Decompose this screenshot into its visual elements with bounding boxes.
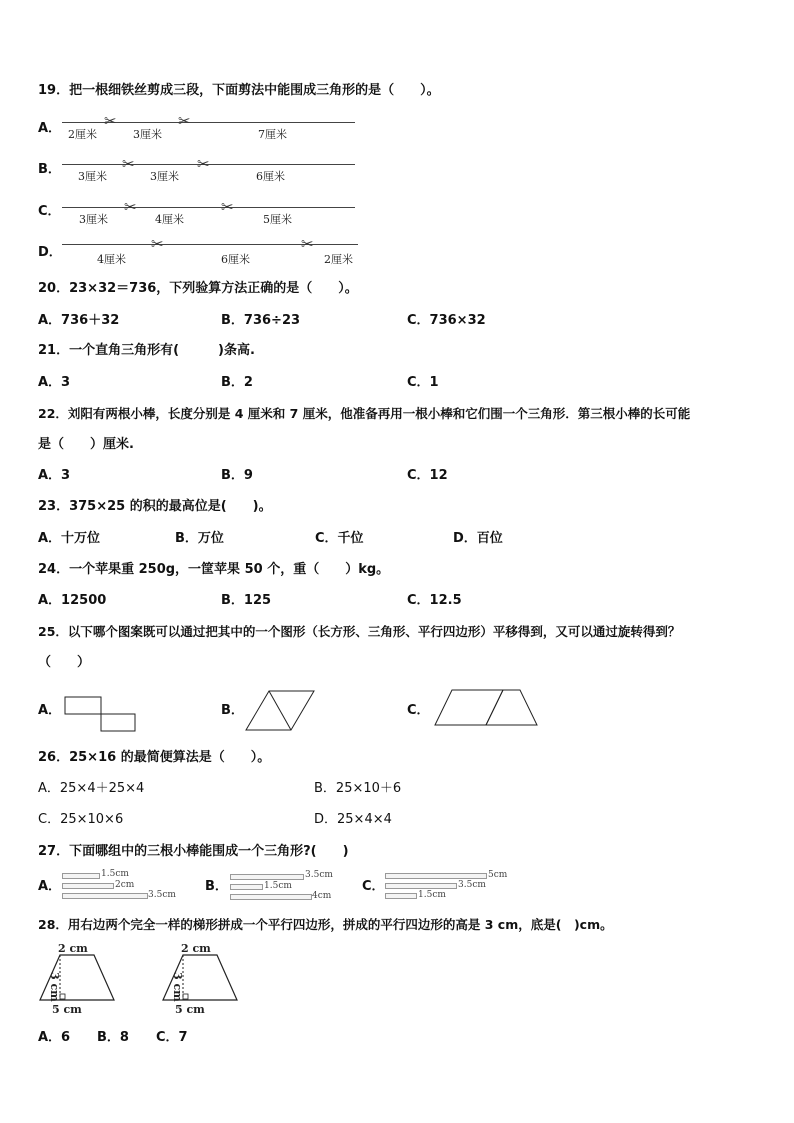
scissors-icon: ✂	[178, 112, 191, 130]
scissors-icon: ✂	[221, 198, 234, 216]
q27-b-stick1-label: 3.5cm	[305, 870, 333, 880]
q21-option-a[interactable]: A．3	[38, 375, 71, 390]
q24-option-c[interactable]: C．12.5	[407, 593, 462, 608]
q26-option-d[interactable]: D．25×4×4	[314, 812, 392, 827]
q22-option-a[interactable]: A．3	[38, 468, 71, 483]
scissors-icon: ✂	[124, 198, 137, 216]
q28-option-a[interactable]: A．6	[38, 1030, 71, 1045]
q28-trapezoid1-bottom-label: 5 cm	[52, 1003, 82, 1016]
q26-option-b[interactable]: B．25×10＋6	[314, 781, 402, 796]
q27-option-a-label[interactable]: A．	[38, 879, 62, 894]
q20-stem: 20．23×32＝736，下列验算方法正确的是（ ）。	[38, 281, 358, 296]
q27-c-stick1-label: 5cm	[488, 870, 508, 880]
q27-a-stick3	[62, 893, 148, 899]
q25-stem-line2: （ ）	[38, 655, 91, 670]
q28-stem: 28．用右边两个完全一样的梯形拼成一个平行四边形，拼成的平行四边形的高是 3 cm，底是( )cm。	[38, 917, 613, 932]
q19-c-seg1: 3厘米	[79, 213, 108, 226]
q27-c-stick2	[385, 883, 457, 889]
q22-option-b[interactable]: B．9	[221, 468, 253, 483]
q27-a-stick1	[62, 873, 100, 879]
q20-option-b[interactable]: B．736÷23	[221, 313, 301, 328]
q28-trapezoid2-height-label: 3 cm	[171, 972, 184, 1002]
q26-option-a[interactable]: A．25×4＋25×4	[38, 781, 145, 796]
q27-c-stick3-label: 1.5cm	[418, 890, 446, 900]
q19-a-seg1: 2厘米	[68, 128, 97, 141]
scissors-icon: ✂	[151, 235, 164, 253]
q27-b-stick3	[230, 894, 312, 900]
q27-option-b-label[interactable]: B．	[205, 879, 228, 894]
q28-trapezoid2-top-label: 2 cm	[181, 942, 211, 955]
q19-a-seg2: 3厘米	[133, 128, 162, 141]
q27-b-stick2-label: 1.5cm	[264, 881, 292, 891]
q20-option-c[interactable]: C．736×32	[407, 313, 486, 328]
q27-c-stick1	[385, 873, 487, 879]
q27-a-stick2-label: 2cm	[115, 880, 135, 890]
q23-option-b[interactable]: B．万位	[175, 531, 224, 546]
q25-option-c-label[interactable]: C．	[407, 703, 430, 718]
scissors-icon: ✂	[104, 112, 117, 130]
q24-stem: 24．一个苹果重 250g，一筐苹果 50 个，重（ ）kg。	[38, 562, 390, 577]
q20-option-a[interactable]: A．736＋32	[38, 313, 120, 328]
q19-option-d-label[interactable]: D．	[38, 245, 62, 260]
q23-option-c[interactable]: C．千位	[315, 531, 364, 546]
q27-c-stick3	[385, 893, 417, 899]
q26-stem: 26．25×16 的最简便算法是（ ）。	[38, 750, 271, 765]
q25-c-parallelograms-figure	[433, 689, 541, 729]
q27-stem: 27．下面哪组中的三根小棒能围成一个三角形?( )	[38, 844, 349, 859]
q19-b-seg1: 3厘米	[78, 170, 107, 183]
q19-c-seg3: 5厘米	[263, 213, 292, 226]
scissors-icon: ✂	[122, 155, 135, 173]
q27-c-stick2-label: 3.5cm	[458, 880, 486, 890]
q19-a-seg3: 7厘米	[258, 128, 287, 141]
q27-a-stick2	[62, 883, 114, 889]
q27-b-stick1	[230, 874, 304, 880]
q22-stem-line2: 是（ ）厘米.	[38, 437, 134, 452]
q28-trapezoid1-height-label: 3 cm	[48, 972, 61, 1002]
q22-option-c[interactable]: C．12	[407, 468, 448, 483]
q27-b-stick3-label: 4cm	[312, 891, 332, 901]
q19-d-seg2: 6厘米	[221, 253, 250, 266]
q27-a-stick3-label: 3.5cm	[148, 890, 176, 900]
q21-stem: 21．一个直角三角形有( )条高.	[38, 343, 255, 358]
q19-option-c-label[interactable]: C．	[38, 204, 61, 219]
q22-stem-line1: 22．刘阳有两根小棒，长度分别是 4 厘米和 7 厘米，他准备再用一根小棒和它们围一个三角形．第三根小棒的长可能	[38, 406, 691, 421]
q27-a-stick1-label: 1.5cm	[101, 869, 129, 879]
q28-trapezoid1-top-label: 2 cm	[58, 942, 88, 955]
q24-option-a[interactable]: A．12500	[38, 593, 107, 608]
scissors-icon: ✂	[197, 155, 210, 173]
q19-d-wire	[62, 244, 358, 245]
q23-option-a[interactable]: A．十万位	[38, 531, 101, 546]
q19-d-seg1: 4厘米	[97, 253, 126, 266]
q25-a-rectangles-figure	[62, 696, 138, 732]
q19-c-seg2: 4厘米	[155, 213, 184, 226]
q19-b-seg2: 3厘米	[150, 170, 179, 183]
q19-option-a-label[interactable]: A．	[38, 121, 62, 136]
q27-option-c-label[interactable]: C．	[362, 879, 385, 894]
q28-trapezoid2-bottom-label: 5 cm	[175, 1003, 205, 1016]
q25-stem-line1: 25．以下哪个图案既可以通过把其中的一个图形（长方形、三角形、平行四边形）平移得到，又可以通过旋转得到？	[38, 624, 681, 639]
q26-option-c[interactable]: C．25×10×6	[38, 812, 124, 827]
q21-option-b[interactable]: B．2	[221, 375, 253, 390]
q23-option-d[interactable]: D．百位	[453, 531, 503, 546]
q19-option-b-label[interactable]: B．	[38, 162, 61, 177]
q28-option-c[interactable]: C．7	[156, 1030, 188, 1045]
q19-b-seg3: 6厘米	[256, 170, 285, 183]
q27-b-stick2	[230, 884, 263, 890]
q19-d-seg3: 2厘米	[324, 253, 353, 266]
q25-b-triangles-figure	[244, 689, 316, 733]
q25-option-b-label[interactable]: B．	[221, 703, 244, 718]
scissors-icon: ✂	[301, 235, 314, 253]
q23-stem: 23．375×25 的积的最高位是( )。	[38, 499, 272, 514]
q21-option-c[interactable]: C．1	[407, 375, 439, 390]
q28-option-b[interactable]: B．8	[97, 1030, 129, 1045]
q25-option-a-label[interactable]: A．	[38, 703, 62, 718]
q19-stem: 19．把一根细铁丝剪成三段，下面剪法中能围成三角形的是（ ）。	[38, 83, 440, 98]
q24-option-b[interactable]: B．125	[221, 593, 272, 608]
q19-c-wire	[62, 207, 355, 208]
